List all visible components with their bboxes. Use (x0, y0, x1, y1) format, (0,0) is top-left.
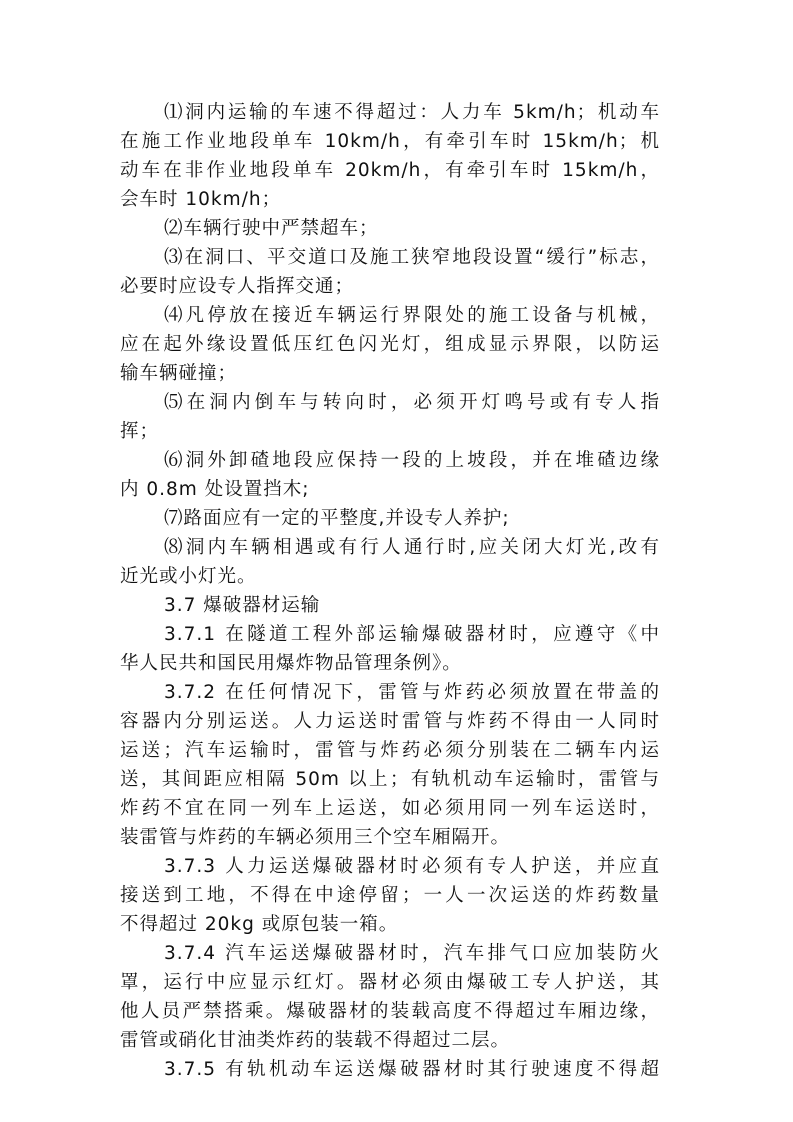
text-line: 内 0.8m 处设置挡木; (120, 479, 310, 500)
text-line: 3.7.2 在任何情况下，雷管与炸药必须放置在带盖的 (164, 682, 660, 703)
text-line: ⑵车辆行驶中严禁超车； (164, 218, 379, 239)
text-line: ⑴洞内运输的车速不得超过：人力车 5km/h；机动车 (164, 102, 660, 123)
text-line: 在施工作业地段单车 10km/h，有牵引车时 15km/h；机 (120, 131, 660, 152)
paragraph (120, 98, 660, 214)
paragraph (120, 301, 660, 388)
text-line: 不得超过 20kg 或原包装一箱。 (120, 914, 399, 935)
paragraph (120, 446, 660, 504)
text-line: 输车辆碰撞； (120, 363, 238, 384)
paragraph (120, 504, 660, 533)
text-line: ⑶在洞口、平交道口及施工狭窄地段设置“缓行”标志， (164, 247, 660, 268)
text-line: 雷管或硝化甘油类炸药的装载不得超过二层。 (120, 1030, 511, 1051)
text-line: 容器内分别运送。人力运送时雷管与炸药不得由一人同时 (120, 711, 660, 732)
text-line: 3.7 爆破器材运输 (164, 595, 321, 616)
text-line: 接送到工地，不得在中途停留；一人一次运送的炸药数量 (120, 885, 660, 906)
paragraph (120, 388, 660, 446)
text-line: 必要时应设专人指挥交通； (120, 276, 355, 297)
paragraph (120, 1055, 660, 1084)
text-line: ⑺路面应有一定的平整度,并设专人养护; (164, 508, 510, 529)
text-line: 罩，运行中应显示红灯。器材必须由爆破工专人护送，其 (120, 972, 660, 993)
text-line: ⑷凡停放在接近车辆运行界限处的施工设备与机械， (164, 305, 660, 326)
document-body (120, 98, 660, 1084)
text-line: ⑸在洞内倒车与转向时，必须开灯鸣号或有专人指 (164, 392, 660, 413)
text-line: 炸药不宜在同一列车上运送，如必须用同一列车运送时， (120, 798, 660, 819)
text-line: 华人民共和国民用爆炸物品管理条例》。 (120, 653, 462, 674)
paragraph (120, 939, 660, 1055)
text-line: 3.7.4 汽车运送爆破器材时，汽车排气口应加装防火 (164, 943, 660, 964)
text-line: 近光或小灯光。 (120, 566, 257, 587)
text-line: 3.7.3 人力运送爆破器材时必须有专人护送，并应直 (164, 856, 660, 877)
text-line: 动车在非作业地段单车 20km/h，有牵引车时 15km/h， (120, 160, 660, 181)
text-line: ⑹洞外卸碴地段应保持一段的上坡段，并在堆碴边缘 (164, 450, 660, 471)
paragraph (120, 591, 660, 620)
text-line: 3.7.1 在隧道工程外部运输爆破器材时，应遵守《中 (164, 624, 660, 645)
text-line: ⑻洞内车辆相遇或有行人通行时,应关闭大灯光,改有 (164, 537, 660, 558)
paragraph (120, 852, 660, 939)
text-line: 3.7.5 有轨机动车运送爆破器材时其行驶速度不得超 (164, 1059, 660, 1080)
text-line: 送，其间距应相隔 50m 以上；有轨机动车运输时，雷管与 (120, 769, 660, 790)
paragraph (120, 678, 660, 852)
paragraph (120, 533, 660, 591)
paragraph (120, 243, 660, 301)
text-line: 他人员严禁搭乘。爆破器材的装载高度不得超过车厢边缘， (120, 1001, 660, 1022)
text-line: 应在起外缘设置低压红色闪光灯，组成显示界限，以防运 (120, 334, 660, 355)
text-line: 会车时 10km/h； (120, 189, 282, 210)
text-line: 挥； (120, 421, 160, 442)
text-line: 运送；汽车运输时，雷管与炸药必须分别装在二辆车内运 (120, 740, 660, 761)
paragraph (120, 620, 660, 678)
text-line: 装雷管与炸药的车辆必须用三个空车厢隔开。 (120, 827, 511, 848)
paragraph (120, 214, 660, 243)
